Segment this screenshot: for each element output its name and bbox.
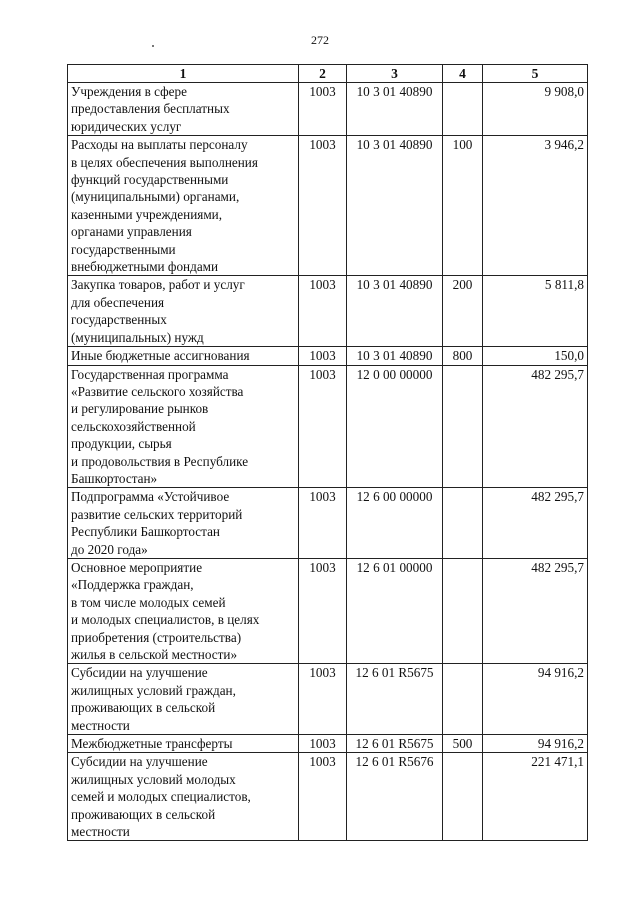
row-code: 12 6 01 R5676 (347, 753, 443, 841)
table-row (68, 664, 588, 735)
row-code: 12 6 01 R5675 (347, 735, 443, 753)
row-expense-type (443, 664, 483, 735)
table-row (68, 735, 588, 753)
row-section: 1003 (299, 664, 347, 735)
row-name: Расходы на выплаты персоналу в целях обеспечения выполнения функций государственными (муниципальными) органами, казенными учреждениями, органами управления государственными внебюджетными фондами (68, 136, 299, 276)
row-expense-type: 100 (443, 136, 483, 276)
header-col-3: 3 (347, 65, 443, 83)
table-row (68, 753, 588, 841)
table-row (68, 136, 588, 276)
row-code: 12 6 00 00000 (347, 488, 443, 559)
row-expense-type: 200 (443, 276, 483, 347)
page-number: 272 (311, 33, 329, 47)
row-name: Субсидии на улучшение жилищных условий молодых семей и молодых специалистов, проживающих в сельской местности (68, 753, 299, 841)
row-section: 1003 (299, 365, 347, 488)
row-expense-type (443, 365, 483, 488)
header-row (68, 65, 588, 83)
row-code: 10 3 01 40890 (347, 83, 443, 136)
table-row (68, 347, 588, 365)
row-expense-type (443, 753, 483, 841)
row-expense-type (443, 558, 483, 663)
table-row (68, 365, 588, 488)
row-amount: 94 916,2 (483, 664, 588, 735)
row-section: 1003 (299, 753, 347, 841)
row-section: 1003 (299, 83, 347, 136)
row-amount: 482 295,7 (483, 365, 588, 488)
row-name: Иные бюджетные ассигнования (68, 347, 299, 365)
row-amount: 9 908,0 (483, 83, 588, 136)
row-amount: 94 916,2 (483, 735, 588, 753)
row-expense-type: 500 (443, 735, 483, 753)
header-col-4: 4 (443, 65, 483, 83)
row-code: 12 6 01 00000 (347, 558, 443, 663)
row-name: Закупка товаров, работ и услуг для обеспечения государственных (муниципальных) нужд (68, 276, 299, 347)
table-row (68, 558, 588, 663)
row-name: Субсидии на улучшение жилищных условий граждан, проживающих в сельской местности (68, 664, 299, 735)
row-amount: 482 295,7 (483, 558, 588, 663)
row-amount: 221 471,1 (483, 753, 588, 841)
row-name: Государственная программа «Развитие сельского хозяйства и регулирование рынков сельскохозяйственной продукции, сырья и продовольствия в Республике Башкортостан» (68, 365, 299, 488)
header-col-5: 5 (483, 65, 588, 83)
row-expense-type (443, 83, 483, 136)
table-row (68, 488, 588, 559)
row-section: 1003 (299, 276, 347, 347)
row-section: 1003 (299, 136, 347, 276)
budget-table (67, 64, 588, 841)
header-col-1: 1 (68, 65, 299, 83)
table-row (68, 276, 588, 347)
row-code: 10 3 01 40890 (347, 136, 443, 276)
row-amount: 3 946,2 (483, 136, 588, 276)
row-expense-type: 800 (443, 347, 483, 365)
row-section: 1003 (299, 735, 347, 753)
row-expense-type (443, 488, 483, 559)
row-section: 1003 (299, 347, 347, 365)
row-code: 10 3 01 40890 (347, 347, 443, 365)
row-name: Учреждения в сфере предоставления бесплатных юридических услуг (68, 83, 299, 136)
row-section: 1003 (299, 558, 347, 663)
row-name: Межбюджетные трансферты (68, 735, 299, 753)
header-col-2: 2 (299, 65, 347, 83)
row-name: Основное мероприятие «Поддержка граждан, в том числе молодых семей и молодых специалистов, в целях приобретения (строительства) жилья в сельской местности» (68, 558, 299, 663)
row-code: 12 0 00 00000 (347, 365, 443, 488)
row-amount: 5 811,8 (483, 276, 588, 347)
scan-speck (152, 45, 154, 47)
row-code: 12 6 01 R5675 (347, 664, 443, 735)
row-code: 10 3 01 40890 (347, 276, 443, 347)
table-row (68, 83, 588, 136)
row-name: Подпрограмма «Устойчивое развитие сельских территорий Республики Башкортостан до 2020 года» (68, 488, 299, 559)
row-amount: 482 295,7 (483, 488, 588, 559)
row-amount: 150,0 (483, 347, 588, 365)
row-section: 1003 (299, 488, 347, 559)
